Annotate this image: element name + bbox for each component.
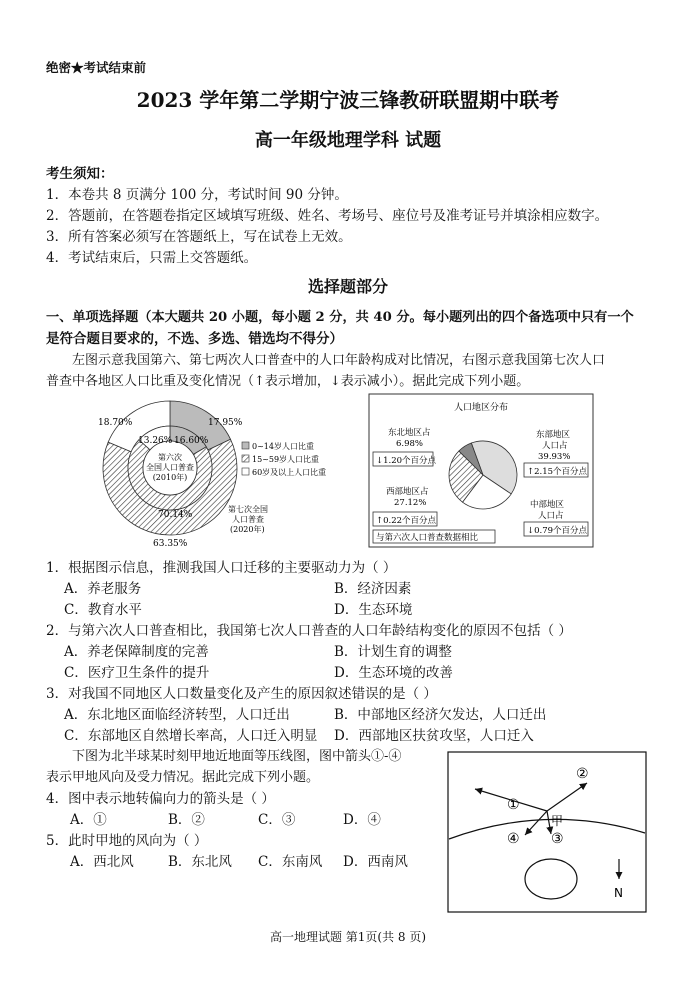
q5-option-a: A．西北风 [70,854,134,870]
outer-label-2: 人口普查 [232,515,264,524]
label-inner-014: 16.60% [174,436,209,446]
notice-item: 2．答题前，在答题卷指定区域填写班级、姓名、考场号、座位号及准考证号并填涂相应数字。 [46,208,609,224]
notice-heading: 考生须知： [46,166,114,182]
legend-swatch-60plus [242,468,249,475]
label-middle-1: 中部地区 [530,500,565,510]
center-label-2: 全国人口普查 [146,463,194,472]
label-outer-014: 17.95% [208,418,243,428]
label-middle-2: 人口占 [538,511,564,521]
question-5: 5．此时甲地的风向为（ ） [46,833,208,849]
label-east-1: 东部地区 [536,430,571,440]
change-east: ↑2.15个百分点 [527,467,588,477]
page-footer: 高一地理试题 第1页(共 8 页) [269,930,427,944]
q5-option-c: C．东南风 [258,854,323,870]
q1-option-a: A．养老服务 [64,581,142,597]
outer-label-3: (2020年) [230,525,265,534]
intro2-paragraph-2: 表示甲地风向及受力情况。据此完成下列小题。 [46,770,320,785]
label-outer-1559: 63.35% [153,539,188,549]
label-inner-60plus: 13.26% [138,436,173,446]
part1-heading-2: 是符合题目要求的，不选、多选、错选均不得分） [46,331,343,347]
question-3: 3．对我国不同地区人口数量变化及产生的原因叙述错误的是（ ） [46,686,437,702]
q2-option-c: C．医疗卫生条件的提升 [64,665,210,681]
region-distribution-chart [368,393,594,548]
q2-option-a: A．养老保障制度的完善 [64,644,209,660]
label-northeast-1: 东北地区占 [388,428,431,438]
legend-swatch-014 [242,442,249,449]
secret-label: 绝密★考试结束前 [46,60,147,75]
label-circle-2: ② [576,766,589,782]
q5-option-d: D．西南风 [343,854,408,870]
notice-item: 1．本卷共 8 页满分 100 分，考试时间 90 分钟。 [46,187,348,203]
outer-label-1: 第七次全国 [228,505,268,514]
center-label-1: 第六次 [158,453,182,462]
q4-option-a: A．① [70,812,107,828]
q1-option-b: B．经济因素 [334,581,412,597]
part1-heading: 一、单项选择题（本大题共 20 小题，每小题 2 分，共 40 分。每小题列出的四个备选项中只有一个 [46,310,634,325]
q4-option-b: B．② [168,812,205,828]
label-east-2: 人口占 [542,441,568,451]
q1-option-c: C．教育水平 [64,602,142,618]
region-chart-title: 人口地区分布 [453,403,509,413]
label-west-1: 西部地区占 [386,487,429,497]
q3-option-d: D．西部地区扶贫攻坚，人口迁入 [334,728,534,744]
legend-60plus: 60岁及以上人口比重 [252,468,327,477]
notice-item: 4．考试结束后，只需上交答题纸。 [46,250,258,266]
q4-option-d: D．④ [343,812,381,828]
q3-option-c: C．东部地区自然增长率高，人口迁入明显 [64,728,318,744]
question-1: 1．根据图示信息，推测我国人口迁移的主要驱动力为（ ） [46,560,397,576]
label-outer-60plus: 18.70% [98,418,133,428]
q5-option-b: B．东北风 [168,854,232,870]
section-title: 选择题部分 [307,277,388,296]
label-inner-1559: 70.14% [158,510,193,520]
label-circle-3: ③ [551,831,564,847]
intro2-paragraph: 下图为北半球某时刻甲地近地面等压线图，图中箭头①-④ [72,749,402,764]
age-structure-chart [90,400,360,550]
place-jia: 甲 [551,814,564,828]
isobar-map [447,751,647,913]
q3-option-a: A．东北地区面临经济转型，人口迁出 [64,707,290,723]
legend-1559: 15~59岁人口比重 [252,455,320,464]
north-label: N [614,886,623,900]
intro-paragraph-2: 普查中各地区人口比重及变化情况（↑表示增加，↓表示减小）。据此完成下列小题。 [46,374,530,389]
question-4: 4．图中表示地转偏向力的箭头是（ ） [46,791,275,807]
label-circle-1: ① [507,797,520,813]
legend-swatch-1559 [242,455,249,462]
question-2: 2．与第六次人口普查相比，我国第七次人口普查的人口年龄结构变化的原因不包括（ ） [46,623,572,639]
q4-option-c: C．③ [258,812,296,828]
q1-option-d: D．生态环境 [334,602,413,618]
change-west: ↑0.22个百分点 [376,516,437,526]
label-east-3: 39.93% [538,452,571,462]
exam-subtitle: 高一年级地理学科 试题 [254,130,442,151]
q3-option-b: B．中部地区经济欠发达，人口迁出 [334,707,547,723]
chart-note: 与第六次人口普查数据相比 [376,533,479,543]
exam-title: 2023 学年第二学期宁波三锋教研联盟期中联考 [136,88,560,112]
change-northeast: ↓1.20个百分点 [376,456,437,466]
intro-paragraph: 左图示意我国第六、第七两次人口普查中的人口年龄构成对比情况，右图示意我国第七次人口 [72,353,606,368]
q2-option-b: B．计划生育的调整 [334,644,452,660]
label-circle-4: ④ [507,831,520,847]
q2-option-d: D．生态环境的改善 [334,665,453,681]
legend-014: 0~14岁人口比重 [252,442,314,451]
change-middle: ↓0.79个百分点 [527,526,588,536]
center-label-3: (2010年) [152,473,188,482]
notice-item: 3．所有答案必须写在答题纸上，写在试卷上无效。 [46,229,352,245]
label-northeast-2: 6.98% [396,439,424,449]
label-west-2: 27.12% [394,498,427,508]
